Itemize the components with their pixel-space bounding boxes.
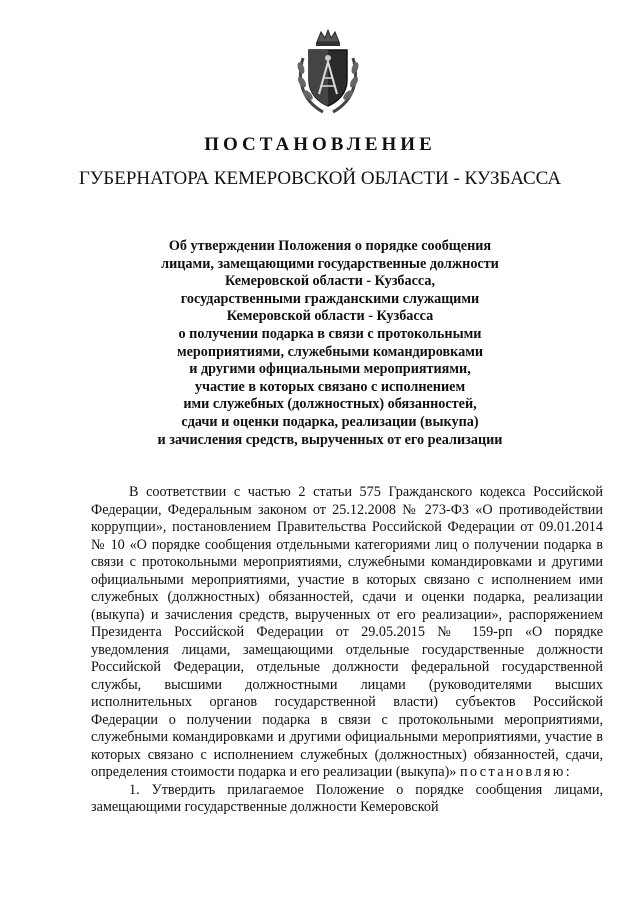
preamble-text: В соответствии с частью 2 статьи 575 Гражданского кодекса Российской Федерации, Федеральным законом от 25.12.2008 № 273-ФЗ «О противодействии коррупции», постановлением Правительства Российской Федерации от 09.01.2014 № 10 «О порядке сообщения отдельными категориями лиц о получении подарка в связи с протокольными мероприятиями, служебными командировками и другими официальными мероприятиями, участие в которых связано с исполнением ими служебных (должностных) обязанностей, сдачи и оценки подарка, реализации (выкупа) и зачисления средств, вырученных от его реализации», распоряжением Президента Российской Федерации от 29.05.2015 № 159-рп «О порядке уведомления лицами, замещающими отдельные государственные должности Российской Федерации, отдельные должности федеральной государственной службы, высшими должностными лицами (руководителями высших исполнительных органов государственной власти) субъектов Российской Федерации о получении подарка в связи с протокольными мероприятиями, служебными командировками и другими официальными мероприятиями, участие в которых связано с исполнением служебных (должностных) обязанностей, сдачи, определения стоимости подарка и его реализации (выкупа)» [91,484,603,780]
document-body [91,484,603,817]
title-line: и другими официальными мероприятиями, [189,361,471,378]
document-title [120,238,540,449]
title-line: лицами, замещающими государственные должности [161,255,499,272]
title-line: мероприятиями, служебными командировками [176,343,484,360]
document-type: ПОСТАНОВЛЕНИЕ [204,134,436,155]
title-line: государственными гражданскими служащими [180,290,480,307]
title-line: Кемеровской области - Кузбасса [226,308,434,325]
title-line: участие в которых связано с исполнением [194,378,466,395]
title-line: и зачисления средств, вырученных от его реализации [157,431,503,448]
title-line: сдачи и оценки подарка, реализации (выкупа) [181,413,479,430]
coat-of-arms-icon [295,28,361,116]
resolves-word: постановляю: [459,764,573,780]
preamble-paragraph [91,484,603,782]
issuer-line: ГУБЕРНАТОРА КЕМЕРОВСКОЙ ОБЛАСТИ - КУЗБАССА [78,168,562,189]
title-line: Кемеровской области - Кузбасса, [224,273,436,290]
item-1-paragraph: 1. Утвердить прилагаемое Положение о порядке сообщения лицами, замещающими государственные должности Кемеровской [91,781,603,815]
title-line: ими служебных (должностных) обязанностей, [183,396,477,413]
title-line: о получении подарка в связи с протокольными [178,325,482,342]
title-line: Об утверждении Положения о порядке сообщения [168,238,492,254]
